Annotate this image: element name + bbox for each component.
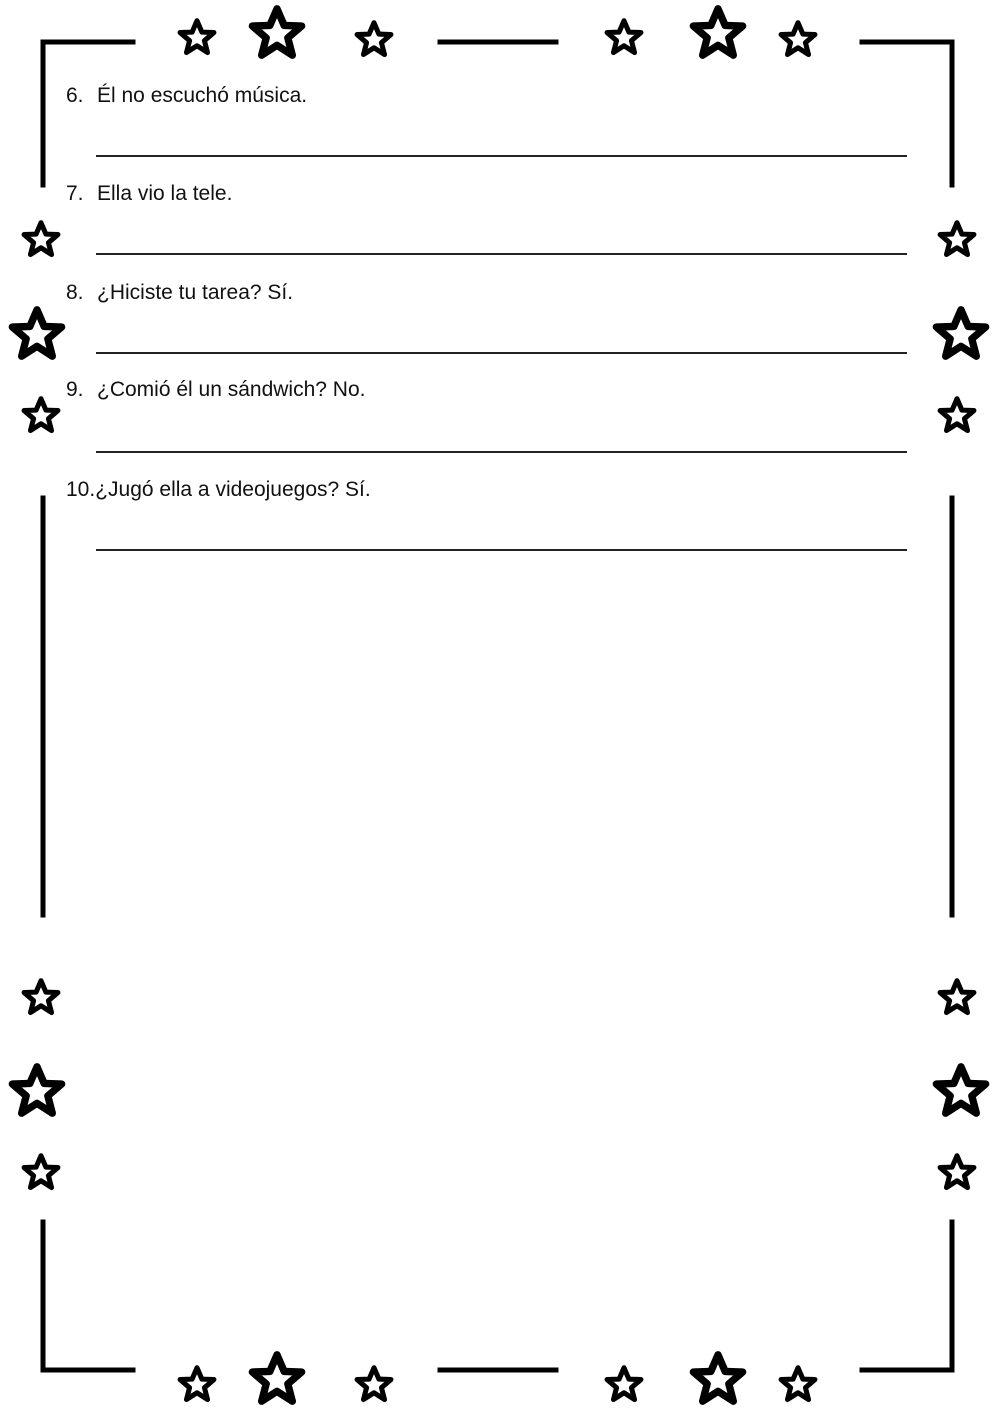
- question-text: ¿Jugó ella a videojuegos? Sí.: [95, 478, 371, 501]
- question-number: 8.: [66, 281, 84, 304]
- question-text: ¿Hiciste tu tarea? Sí.: [97, 281, 294, 304]
- answer-line-10[interactable]: [96, 549, 907, 551]
- question-text: Ella vio la tele.: [97, 182, 233, 205]
- question-text: Él no escuchó música.: [97, 84, 308, 107]
- question-8: [66, 281, 293, 305]
- question-number: 7.: [66, 182, 84, 205]
- question-number: 10.: [66, 478, 96, 501]
- question-9: [66, 378, 365, 402]
- question-6: [66, 84, 307, 108]
- answer-line-8[interactable]: [96, 352, 907, 354]
- question-7: [66, 182, 232, 206]
- answer-line-7[interactable]: [96, 253, 907, 255]
- question-10: [66, 478, 371, 502]
- question-text: ¿Comió él un sándwich? No.: [97, 378, 366, 401]
- answer-line-9[interactable]: [96, 451, 907, 453]
- question-number: 9.: [66, 378, 84, 401]
- question-number: 6.: [66, 84, 84, 107]
- answer-line-6[interactable]: [96, 155, 907, 157]
